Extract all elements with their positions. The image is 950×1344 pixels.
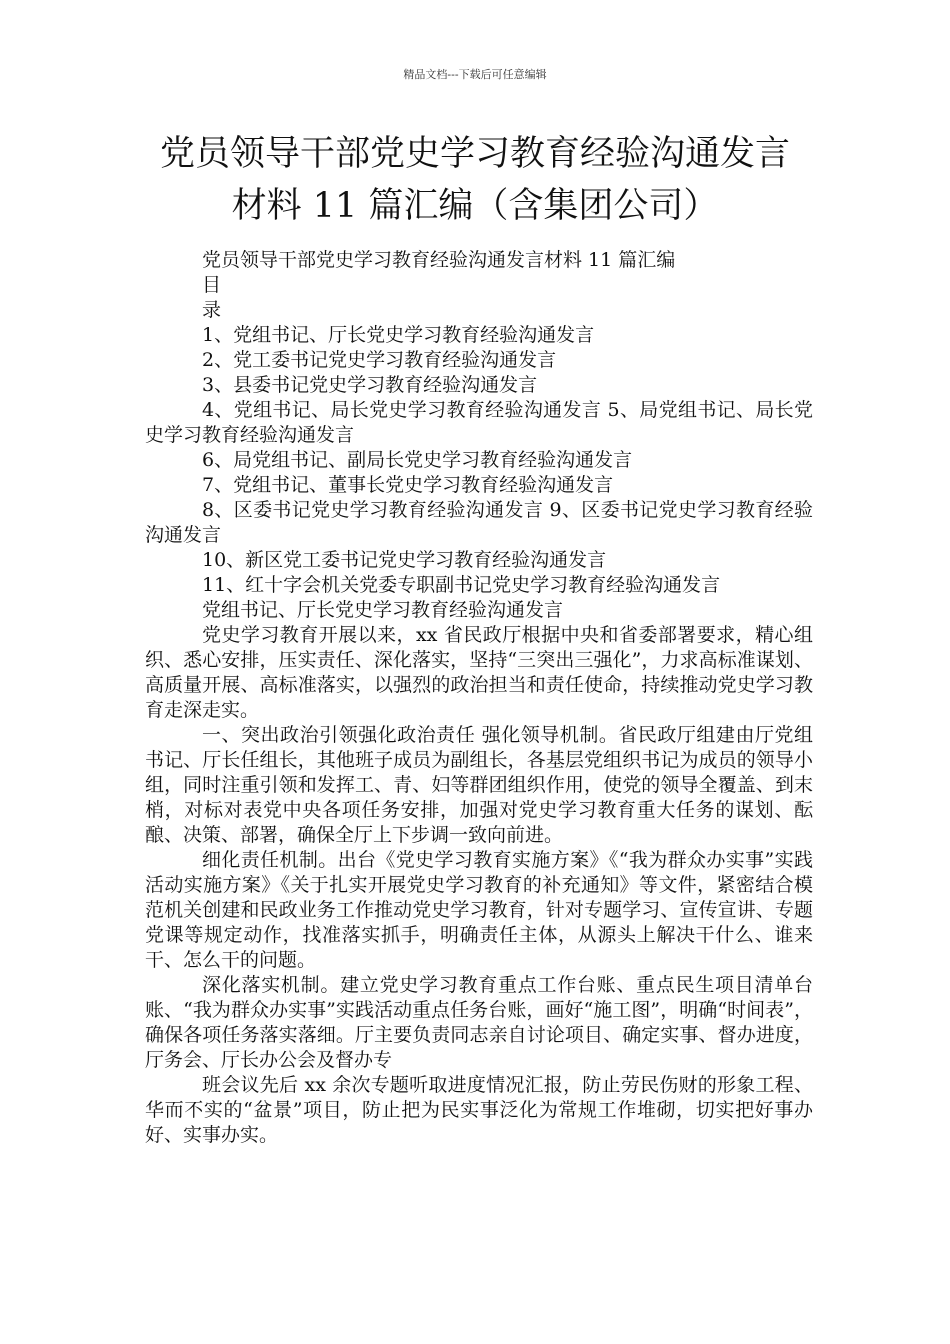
toc-item: 1、党组书记、厅长党史学习教育经验沟通发言 bbox=[202, 324, 595, 346]
body-paragraph: 深化落实机制。建立党史学习教育重点工作台账、重点民生项目清单台账、“我为群众办实事”实践活动重点任务台账，画好“施工图”，明确“时间表”， 确保各项任务落实落细。厅主要负责同志亲自讨论项目、确定实事、督办进度， 厅务会、厅长办公会及督办专 bbox=[145, 974, 813, 1071]
body-paragraph: 细化责任机制。出台《党史学习教育实施方案》《“我为群众办实事”实践活动实施方案》《关于扎实开展党史学习教育的补充通知》等文件，紧密结合模范机关创建和民政业务工作推动党史学习教育，针对专题学习、宣传宣讲、专题党课等规定动作，找准落实抓手，明确责任主体，从源头上解决干什么、谁来干、怎么干的问题。 bbox=[145, 849, 813, 971]
body-paragraph: 一、突出政治引领强化政治责任 强化领导机制。省民政厅组建由厅党组书记、厅长任组长，其他班子成员为副组长，各基层党组织书记为成员的领导小组，同时注重引领和发挥工、青、妇等群团组织作用，使党的领导全覆盖、到末梢，对标对表党中央各项任务安排，加强对党史学习教育重大任务的谋划、酝酿、决策、部署，确保全厅上下步调一致向前进。 bbox=[145, 724, 813, 846]
document-body bbox=[145, 248, 813, 1148]
subtitle: 党员领导干部党史学习教育经验沟通发言材料 11 篇汇编 bbox=[202, 249, 676, 271]
toc-item: 4、党组书记、局长党史学习教育经验沟通发言 5、局党组书记、局长党史学习教育经验沟通发言 bbox=[145, 399, 813, 446]
section-title: 党组书记、厅长党史学习教育经验沟通发言 bbox=[202, 599, 564, 621]
toc-label-2: 录 bbox=[202, 299, 222, 321]
toc-label-1: 目 bbox=[202, 274, 222, 296]
toc-item: 3、县委书记党史学习教育经验沟通发言 bbox=[202, 374, 538, 396]
toc-item: 2、党工委书记党史学习教育经验沟通发言 bbox=[202, 349, 557, 371]
title-line-1: 党员领导干部党史学习教育经验沟通发言 bbox=[159, 134, 790, 174]
title-line-2: 材料 11 篇汇编（含集团公司） bbox=[231, 186, 719, 226]
toc-item: 8、区委书记党史学习教育经验沟通发言 9、区委书记党史学习教育经验沟通发言 bbox=[145, 499, 813, 546]
body-paragraph: 党史学习教育开展以来，xx 省民政厅根据中央和省委部署要求，精心组织、悉心安排，压实责任、深化落实，坚持“三突出三强化”，力求高标准谋划、高质量开展、高标准落实，以强烈的政治担当和责任使命，持续推动党史学习教育走深走实。 bbox=[145, 624, 813, 721]
toc-item: 7、党组书记、董事长党史学习教育经验沟通发言 bbox=[202, 474, 614, 496]
document-title bbox=[110, 128, 840, 232]
toc-item: 6、局党组书记、副局长党史学习教育经验沟通发言 bbox=[202, 449, 633, 471]
toc-item: 10、新区党工委书记党史学习教育经验沟通发言 bbox=[202, 549, 607, 571]
page-header: 精品文档---下载后可任意编辑 bbox=[403, 68, 547, 81]
body-paragraph: 班会议先后 xx 余次专题听取进度情况汇报，防止劳民伤财的形象工程、华而不实的“盆景”项目，防止把为民实事泛化为常规工作堆砌，切实把好事办好、实事办实。 bbox=[145, 1074, 813, 1146]
toc-item: 11、红十字会机关党委专职副书记党史学习教育经验沟通发言 bbox=[202, 574, 721, 596]
